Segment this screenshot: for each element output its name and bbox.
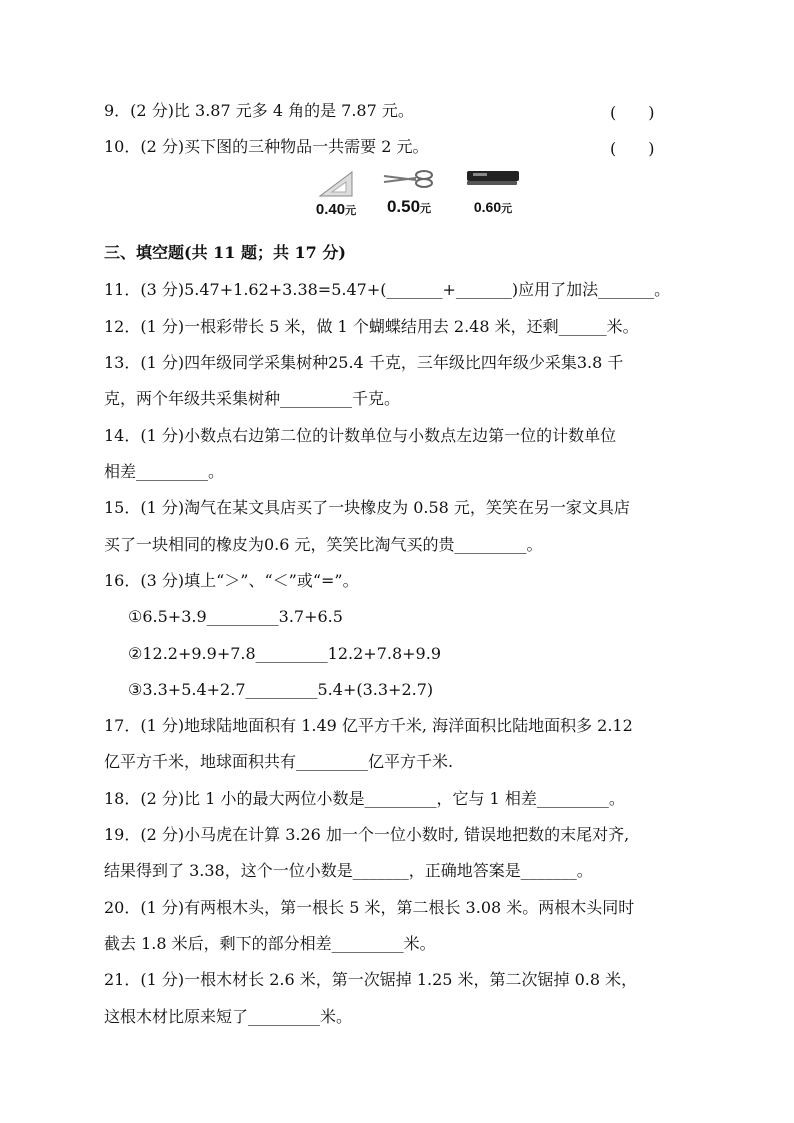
question-10-text: 10．(2 分)买下图的三种物品一共需要 2 元。 [104,137,429,156]
scissors-icon [382,168,436,190]
items-figure [300,168,530,224]
question-11: 11．(3 分)5.47+1.62+3.38=5.47+(_______+_______)应用了加法_______。 [104,280,671,299]
question-9-text: 9．(2 分)比 3.87 元多 4 角的是 7.87 元。 [104,101,414,120]
section-title: 三、填空题(共 11 题；共 17 分) [104,243,346,262]
question-19-line-2: 结果得到了 3.38，这个一位小数是_______，正确地答案是_______。 [104,861,593,880]
question-12: 12．(1 分)一根彩带长 5 米，做 1 个蝴蝶结用去 2.48 米，还剩______米。 [104,317,639,336]
question-10-answer-box: ( ) [610,139,655,158]
question-14-line-1: 14．(1 分)小数点右边第二位的计数单位与小数点左边第一位的计数单位 [104,426,617,445]
question-15-line-1: 15．(1 分)淘气在某文具店买了一块橡皮为 0.58 元，笑笑在另一家文具店 [104,498,630,517]
price-stapler: 0.60 [473,199,502,215]
question-21-line-2: 这根木材比原来短了_________米。 [104,1007,353,1026]
question-16-part-1: ①6.5+3.9_________3.7+6.5 [128,607,343,626]
unit-triangle-ruler: 元 [345,205,357,217]
unit-stapler: 元 [501,203,513,215]
question-13-line-2: 克，两个年级共采集树种_________千克。 [104,389,401,408]
question-16: 16．(3 分)填上“＞”、“＜”或“=”。 [104,571,359,590]
question-21-line-1: 21．(1 分)一根木材长 2.6 米，第一次锯掉 1.25 米，第二次锯掉 0.8 米， [104,970,638,989]
question-9-answer-box: ( ) [610,103,655,122]
question-16-part-2: ②12.2+9.9+7.8_________12.2+7.8+9.9 [128,644,441,663]
question-17-line-2: 亿平方千米，地球面积共有_________亿平方千米. [104,752,454,771]
question-19-line-1: 19．(2 分)小马虎在计算 3.26 加一个一位小数时, 错误地把数的末尾对齐, [104,825,630,844]
stapler-icon [463,168,523,188]
unit-scissors: 元 [420,203,432,215]
question-10 [104,136,428,158]
question-9 [104,100,414,122]
price-triangle-ruler: 0.40 [315,201,346,218]
triangle-ruler-icon [316,170,356,198]
question-15-line-2: 买了一块相同的橡皮为0.6 元，笑笑比淘气买的贵_________。 [104,535,543,554]
item-stapler [458,168,528,217]
item-triangle-ruler [306,170,366,219]
price-scissors: 0.50 [386,197,421,216]
question-16-part-3: ③3.3+5.4+2.7_________5.4+(3.3+2.7) [128,680,434,699]
question-20-line-2: 截去 1.8 米后，剩下的部分相差_________米。 [104,934,436,953]
item-scissors [374,168,444,217]
question-18: 18．(2 分)比 1 小的最大两位小数是_________，它与 1 相差_________。 [104,789,625,808]
question-20-line-1: 20．(1 分)有两根木头，第一根长 5 米，第二根长 3.08 米。两根木头同时 [104,898,635,917]
question-17-line-1: 17．(1 分)地球陆地面积有 1.49 亿平方千米, 海洋面积比陆地面积多 2.12 [104,716,633,735]
question-14-line-2: 相差_________。 [104,462,225,481]
question-13-line-1: 13．(1 分)四年级同学采集树种25.4 千克，三年级比四年级少采集3.8 千 [104,353,624,372]
